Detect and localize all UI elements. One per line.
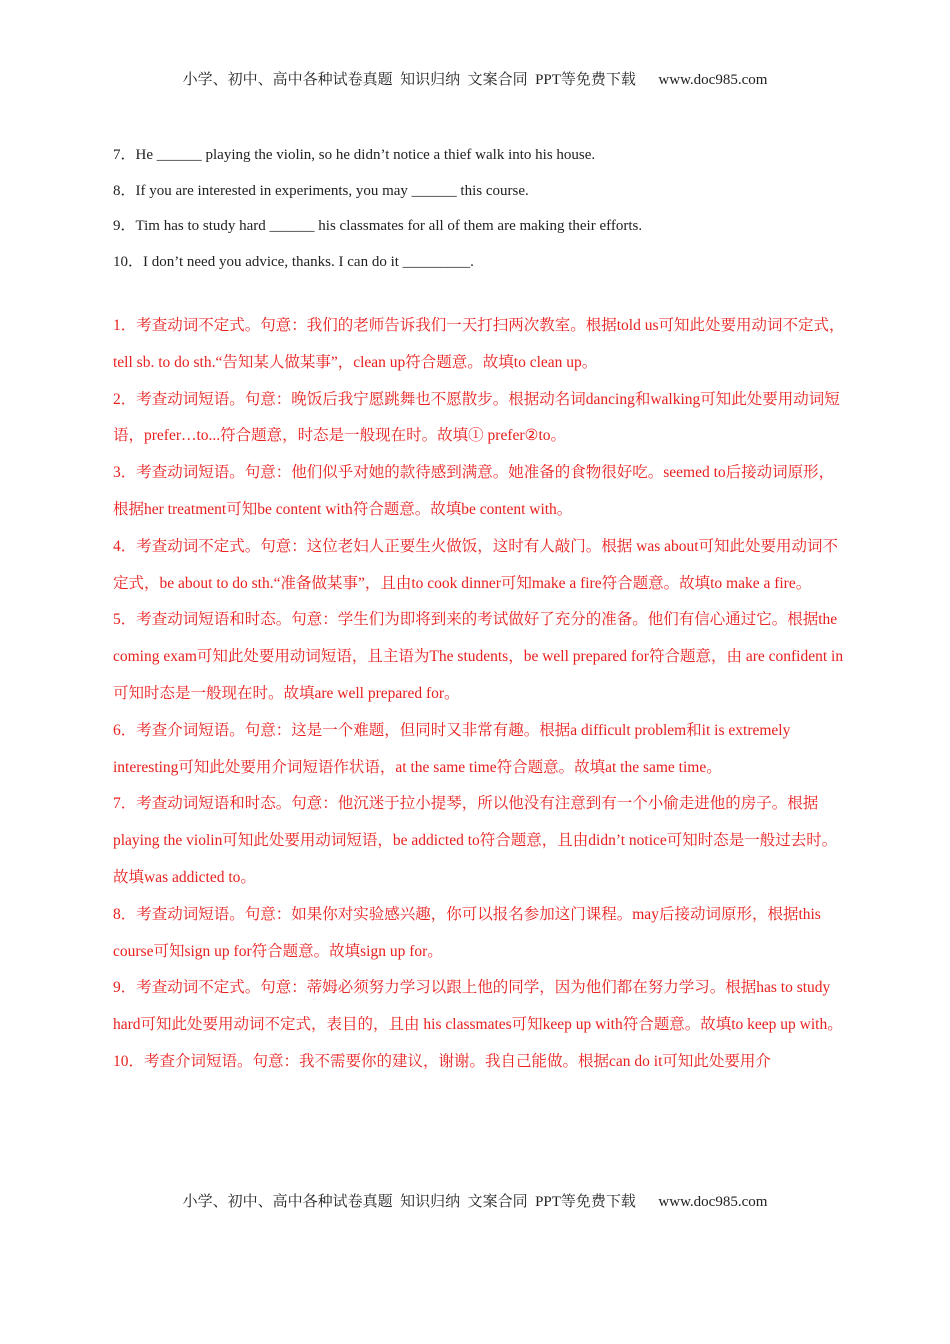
- answer-explanation: 6．考查介词短语。句意：这是一个难题，但同时又非常有趣。根据a difficult problem和it is extremely interesting可知此处要用介词短语作状语，at the same time符合题意。故填at the same time。: [113, 721, 791, 776]
- question-item: 9．Tim has to study hard ______ his classmates for all of them are making their efforts.: [113, 218, 643, 234]
- answer-explanation: 3．考查动词短语。句意：他们似乎对她的款待感到满意。她准备的食物很好吃。seemed to后接动词原形，根据her treatment可知be content with符合题意。故填be content with。: [113, 464, 835, 518]
- answer-explanation: 2．考查动词短语。句意：晚饭后我宁愿跳舞也不愿散步。根据动名词dancing和walking可知此处要用动词短语，prefer…to...符合题意，时态是一般现在时。故填① prefer②to。: [113, 390, 840, 445]
- answer-explanation: 4．考查动词不定式。句意：这位老妇人正要生火做饭，这时有人敲门。根据 was about可知此处要用动词不定式，be about to do sth.“准备做某事”，且由to cook dinner可知make a fire符合题意。故填to make a fire。: [113, 537, 839, 592]
- answer-explanation: 10．考查介词短语。句意：我不需要你的建议，谢谢。我自己能做。根据can do it可知此处要用介: [113, 1052, 771, 1070]
- answer-explanation: 9．考查动词不定式。句意：蒂姆必须努力学习以跟上他的同学，因为他们都在努力学习。根据has to study hard可知此处要用动词不定式，表目的，且由 his classmates可知keep up with符合题意。故填to keep up with。: [113, 979, 843, 1034]
- question-item: 8．If you are interested in experiments, you may ______ this course.: [113, 182, 529, 199]
- page-header: 小学、初中、高中各种试卷真题 知识归纳 文案合同 PPT等免费下载 www.doc985.com: [182, 72, 768, 88]
- answer-explanation: 5．考查动词短语和时态。句意：学生们为即将到来的考试做好了充分的准备。他们有信心通过它。根据the coming exam可知此处要用动词短语，且主语为The students，be well prepared for符合题意，由 are confident in可知时态是一般现在时。故填are well prepared for。: [113, 611, 844, 702]
- answer-explanation: 8．考查动词短语。句意：如果你对实验感兴趣，你可以报名参加这门课程。may后接动词原形，根据this course可知sign up for符合题意。故填sign up for。: [113, 905, 821, 960]
- question-list: [113, 143, 853, 285]
- answer-explanation: 7．考查动词短语和时态。句意：他沉迷于拉小提琴，所以他没有注意到有一个小偷走进他的房子。根据playing the violin可知此处要用动词短语，be addicted to符合题意，且由didn’t notice可知时态是一般过去时。故填was addicted to。: [113, 795, 838, 886]
- answer-key: [113, 308, 848, 1081]
- answer-explanation: 1．考查动词不定式。句意：我们的老师告诉我们一天打扫两次教室。根据told us可知此处要用动词不定式，tell sb. to do sth.“告知某人做某事”，clean up符合题意。故填to clean up。: [113, 317, 845, 371]
- question-item: 7．He ______ playing the violin, so he didn’t notice a thief walk into his house.: [113, 147, 596, 163]
- page-footer: 小学、初中、高中各种试卷真题 知识归纳 文案合同 PPT等免费下载 www.doc985.com: [182, 1194, 768, 1210]
- question-item: 10．I don’t need you advice, thanks. I can do it _________.: [113, 253, 474, 270]
